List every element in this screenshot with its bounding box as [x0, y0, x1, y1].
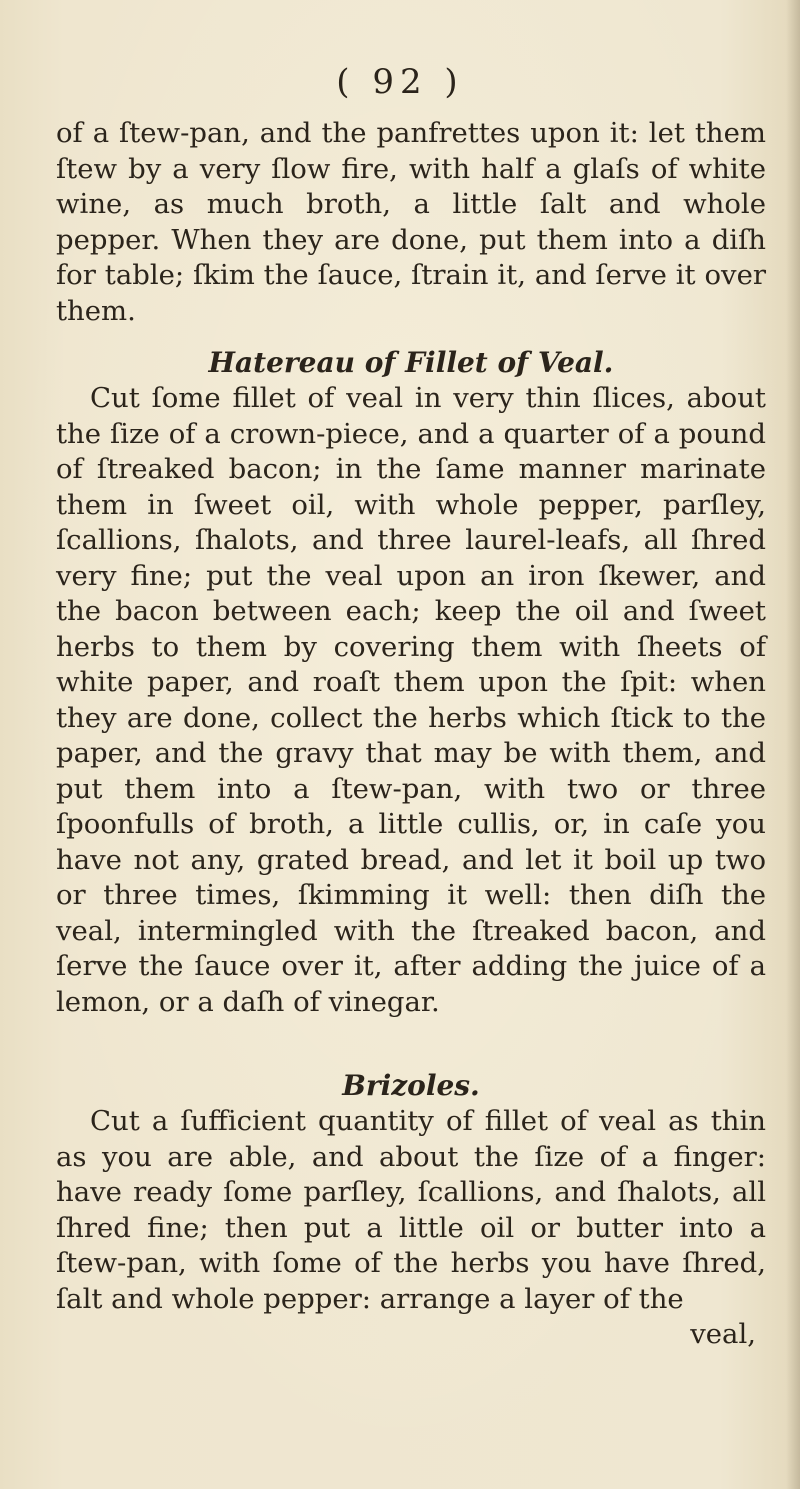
paragraph-continuation: of a ſtew-pan, and the panfrettes upon it: let them ſtew by a very ſlow fire, with half a glaſs of white wine, as much broth, a little ſalt and whole pepper. When they are done, put them into a diſh for table; ſkim the ſauce, ſtrain it, and ſerve it over them.	[56, 117, 766, 327]
recipe-paragraph-brizoles: Cut a ſufficient quantity of fillet of veal as thin as you are able, and about the ſize of a finger: have ready ſome parſley, ſcallions, and ſhalots, all ſhred fine; then put a little oil or butter into a ſtew-pan, with ſome of the herbs you have ſhred, ſalt and whole pepper: arrange a layer of the	[56, 1105, 766, 1315]
recipe-heading-brizoles: Brizoles.	[342, 1069, 480, 1102]
page-edge-shadow	[786, 0, 800, 1489]
page-body	[56, 116, 766, 1353]
recipe-paragraph-hatereau: Cut ſome fillet of veal in very thin ſlices, about the ſize of a crown-piece, and a quarter of a pound of ſtreaked bacon; in the ſame manner marinate them in ſweet oil, with whole pepper, parſley, ſcallions, ſhalots, and three laurel-leafs, all ſhred very fine; put the veal upon an iron ſkewer, and the bacon between each; keep the oil and ſweet herbs to them by covering them with ſheets of white paper, and roaſt them upon the ſpit: when they are done, collect the herbs which ſtick to the paper, and the gravy that may be with them, and put them into a ſtew-pan, with two or three ſpoonfulls of broth, a little cullis, or, in caſe you have not any, grated bread, and let it boil up two or three times, ſkimming it well: then diſh the veal, intermingled with the ſtreaked bacon, and ſerve the ſauce over it, after adding the juice of a lemon, or a daſh of vinegar.	[56, 382, 766, 1018]
page-number: ( 92 )	[336, 62, 464, 102]
catchword: veal,	[690, 1318, 756, 1350]
recipe-heading-hatereau: Hatereau of Fillet of Veal.	[208, 346, 614, 379]
